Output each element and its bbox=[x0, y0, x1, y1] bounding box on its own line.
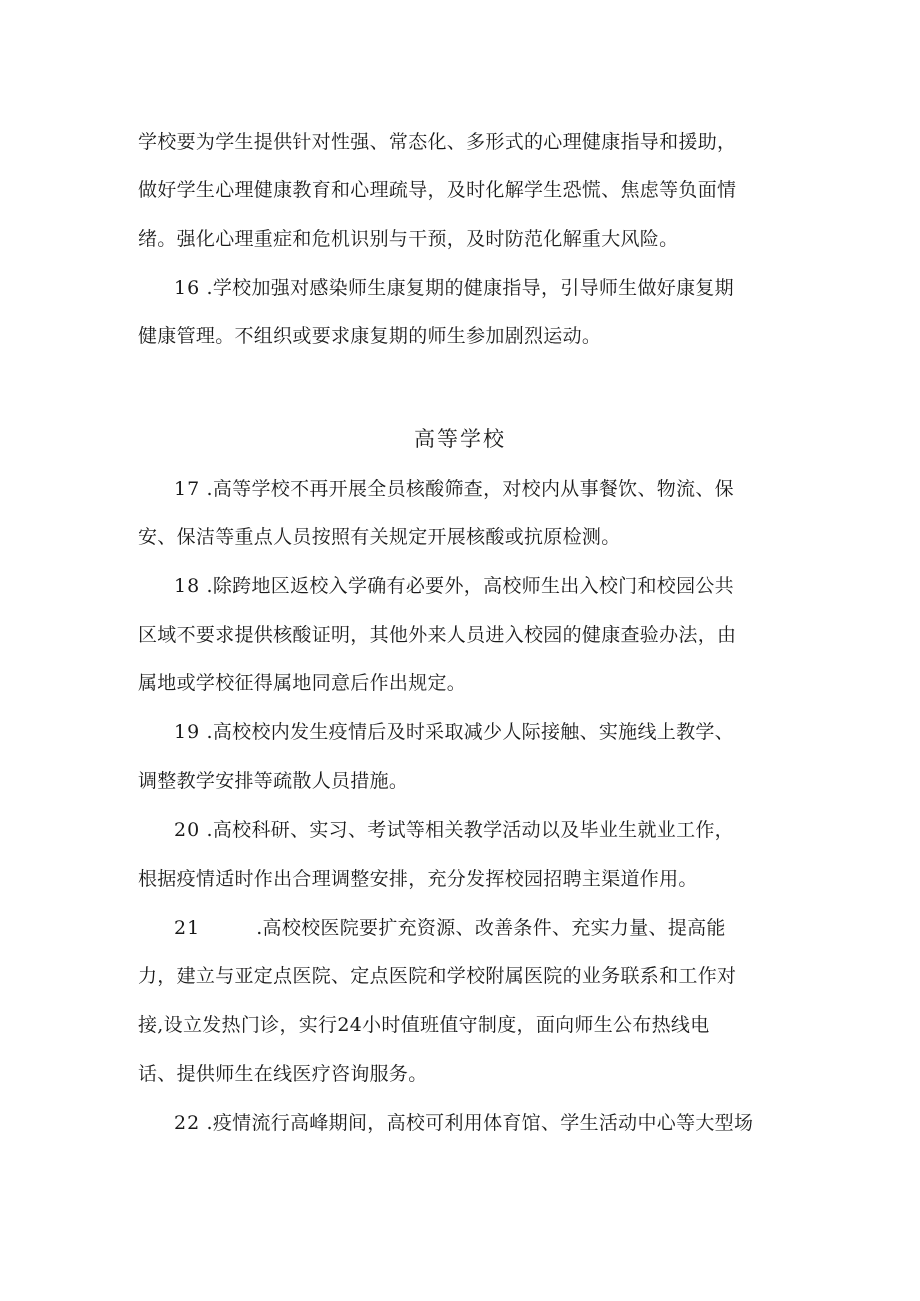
item-22-line bbox=[174, 1110, 753, 1136]
item-19-line bbox=[174, 719, 734, 745]
paragraph-line: 安、保洁等重点人员按照有关规定开展核酸或抗原检测。 bbox=[138, 526, 621, 548]
paragraph-line: 健康管理。不组织或要求康复期的师生参加剧烈运动。 bbox=[138, 325, 602, 347]
item-number: 19 bbox=[174, 721, 201, 743]
item-text: .高校科研、实习、考试等相关教学活动以及毕业生就业工作， bbox=[206, 819, 734, 841]
item-20-line bbox=[174, 817, 734, 843]
paragraph-line: 学校要为学生提供针对性强、常态化、多形式的心理健康指导和援助， bbox=[138, 131, 737, 153]
item-text: .高校校医院要扩充资源、改善条件、充实力量、提高能 bbox=[256, 917, 726, 939]
item-18-line bbox=[174, 573, 734, 599]
item-number: 20 bbox=[174, 819, 201, 841]
item-text: .高等学校不再开展全员核酸筛查，对校内从事餐饮、物流、保 bbox=[206, 478, 734, 500]
paragraph-line: 调整教学安排等疏散人员措施。 bbox=[138, 770, 409, 792]
paragraph-line: 力，建立与亚定点医院、定点医院和学校附属医院的业务联系和工作对 bbox=[138, 965, 737, 987]
item-number: 16 bbox=[174, 277, 201, 299]
section-title: 高等学校 bbox=[414, 427, 506, 451]
item-17-line bbox=[174, 476, 734, 502]
item-text: .疫情流行高峰期间，高校可利用体育馆、学生活动中心等大型场 bbox=[206, 1112, 754, 1134]
item-number: 18 bbox=[174, 575, 201, 597]
paragraph-line: 绪。强化心理重症和危机识别与干预，及时防范化解重大风险。 bbox=[138, 228, 679, 250]
item-number: 21 bbox=[174, 917, 201, 939]
item-21-line bbox=[174, 915, 726, 941]
paragraph-line: 区域不要求提供核酸证明，其他外来人员进入校园的健康查验办法，由 bbox=[138, 624, 737, 646]
item-text: .除跨地区返校入学确有必要外，高校师生出入校门和校园公共 bbox=[206, 575, 734, 597]
paragraph-line: 话、提供师生在线医疗咨询服务。 bbox=[138, 1063, 428, 1085]
item-text: .高校校内发生疫情后及时采取减少人际接触、实施线上教学、 bbox=[206, 721, 734, 743]
paragraph-line: 属地或学校征得属地同意后作出规定。 bbox=[138, 672, 467, 694]
paragraph-line: 做好学生心理健康教育和心理疏导，及时化解学生恐慌、焦虑等负面情 bbox=[138, 179, 737, 201]
item-text: .学校加强对感染师生康复期的健康指导，引导师生做好康复期 bbox=[206, 277, 734, 299]
item-number: 22 bbox=[174, 1112, 201, 1134]
item-number: 17 bbox=[174, 478, 201, 500]
item-16-line bbox=[174, 275, 734, 301]
paragraph-line: 根据疫情适时作出合理调整安排，充分发挥校园招聘主渠道作用。 bbox=[138, 868, 698, 890]
paragraph-line: 接,设立发热门诊，实行24小时值班值守制度，面向师生公布热线电 bbox=[138, 1014, 710, 1036]
